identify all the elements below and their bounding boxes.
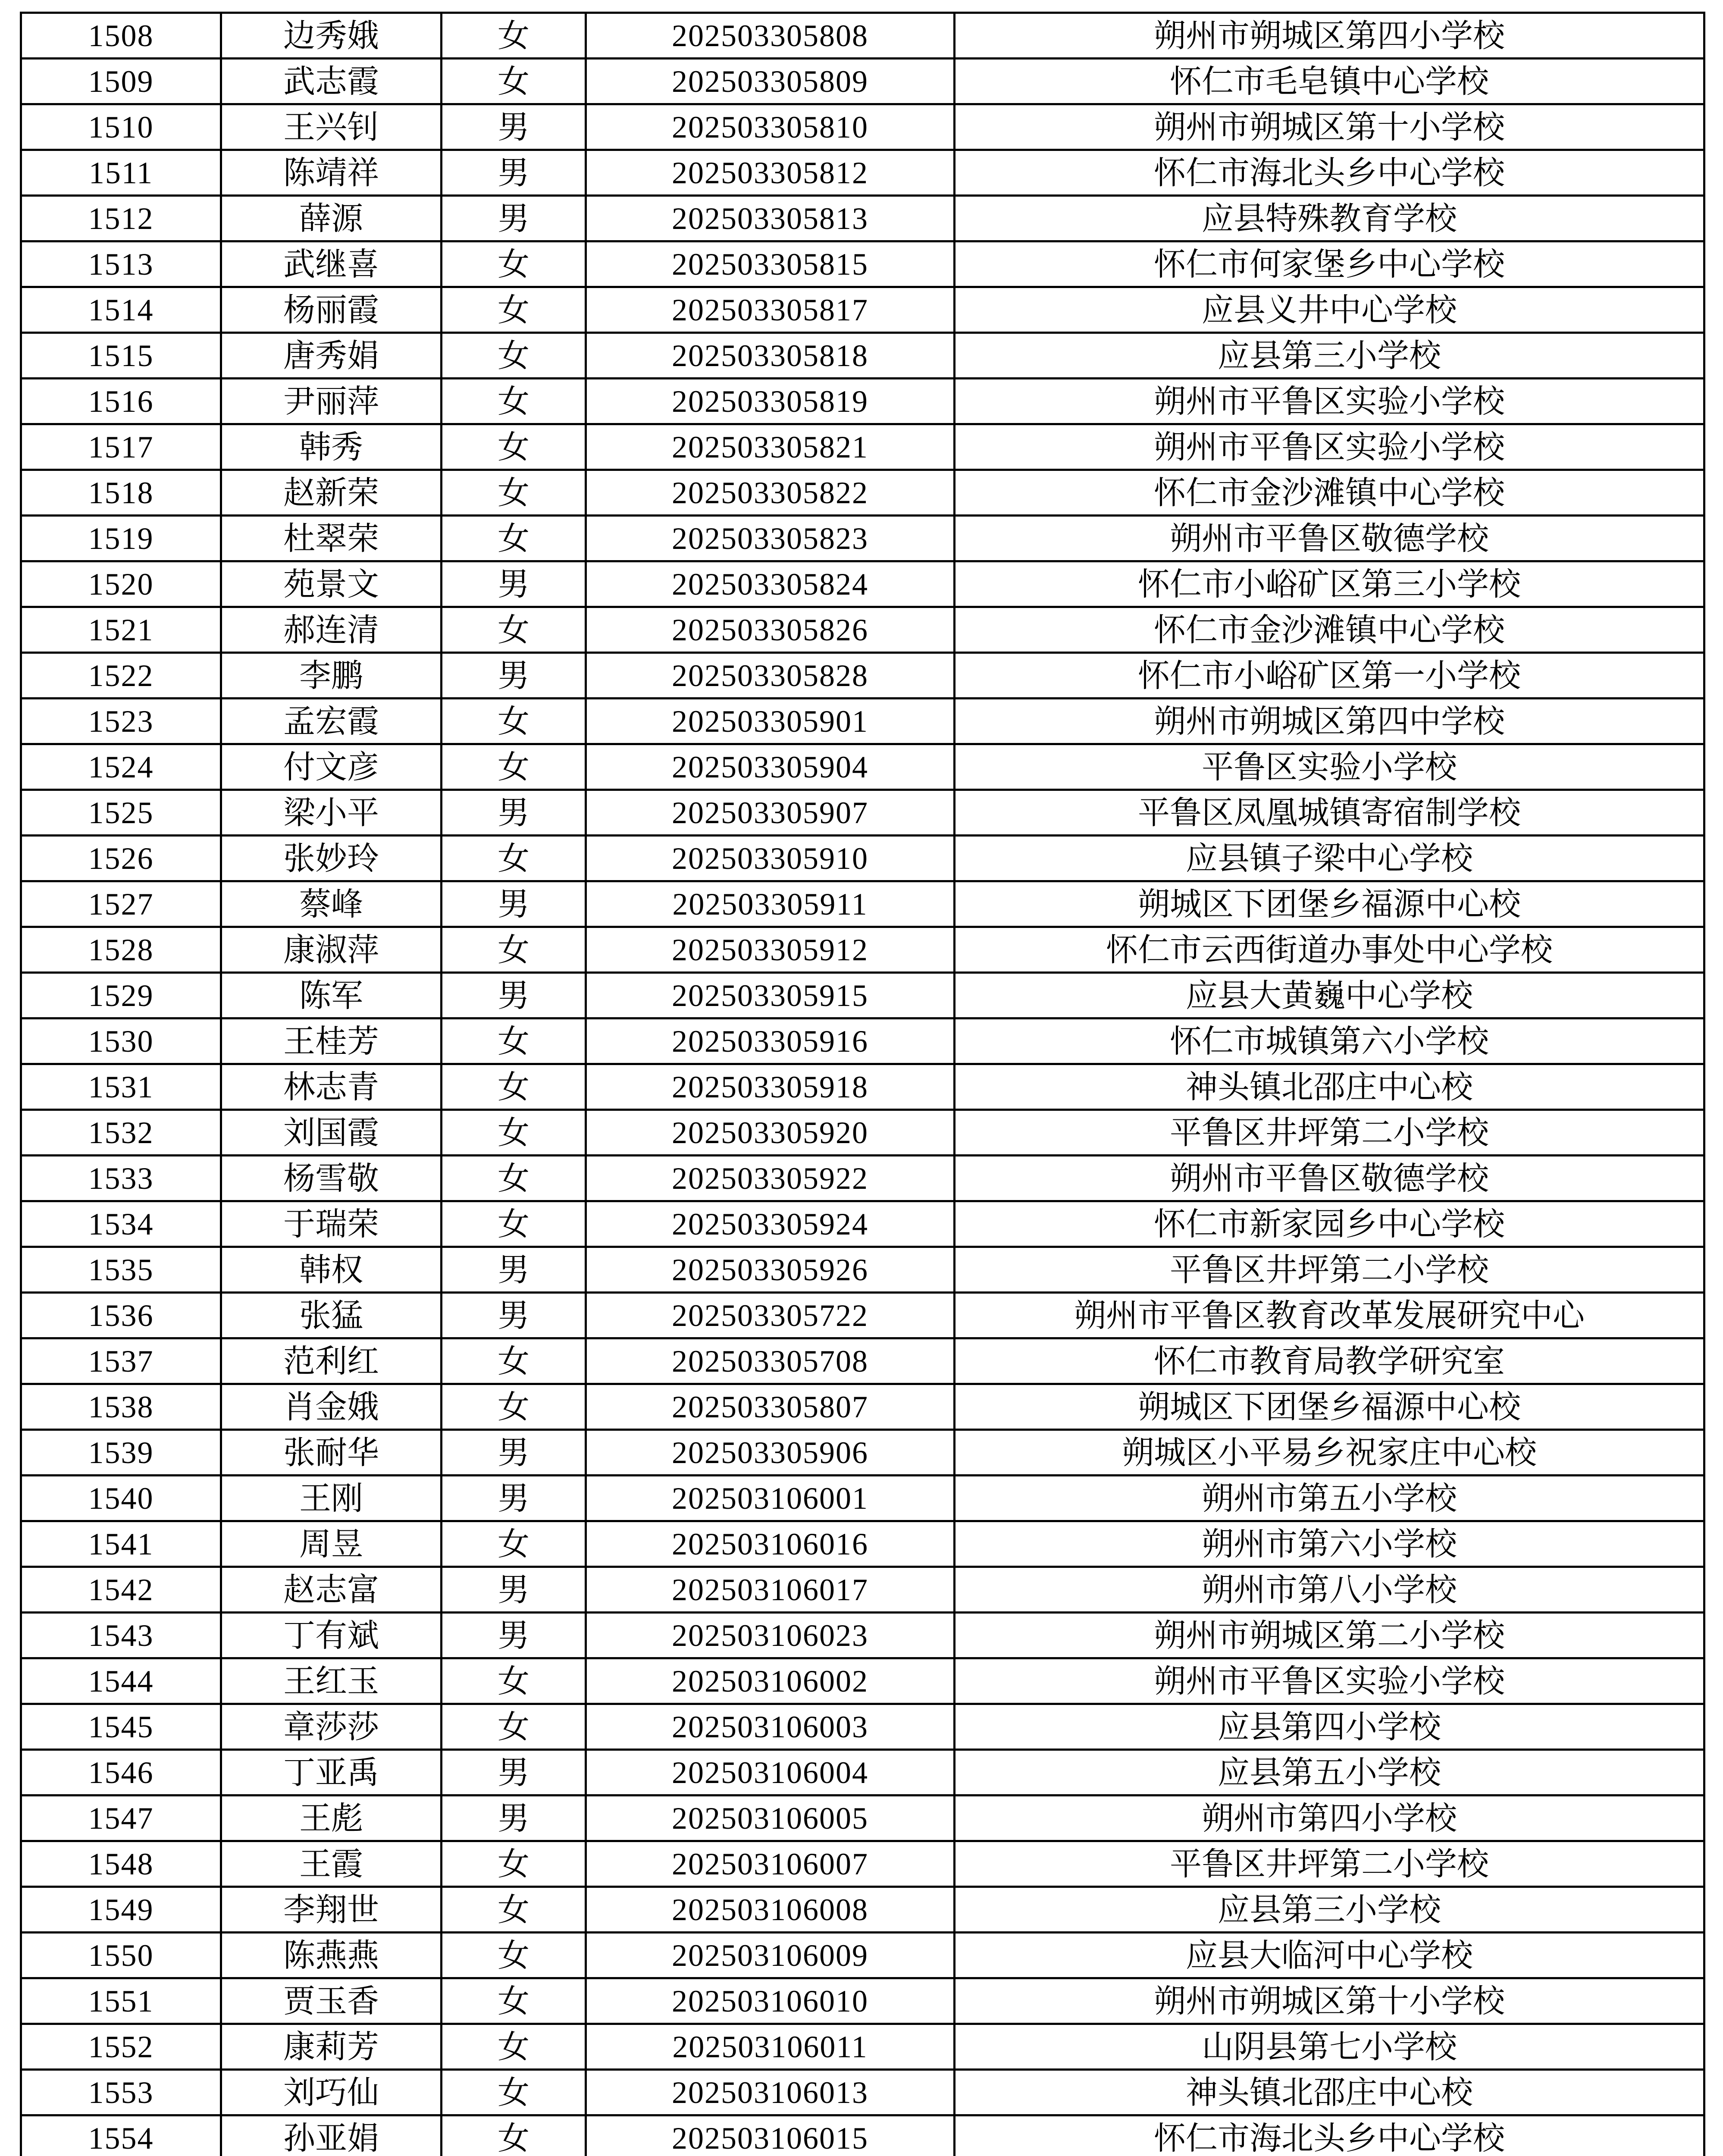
name-cell: 贾玉香 xyxy=(221,1978,442,2024)
name-cell: 杨雪敬 xyxy=(221,1156,442,1201)
school-cell: 朔州市平鲁区实验小学校 xyxy=(955,379,1704,424)
school-cell: 怀仁市云西街道办事处中心学校 xyxy=(955,927,1704,973)
candidate-id-cell: 202503305906 xyxy=(586,1430,955,1476)
school-cell: 应县第四小学校 xyxy=(955,1704,1704,1750)
row-number-cell: 1542 xyxy=(21,1567,221,1613)
row-number-cell: 1523 xyxy=(21,699,221,744)
row-number-cell: 1516 xyxy=(21,379,221,424)
candidate-id-cell: 202503305824 xyxy=(586,561,955,607)
row-number-cell: 1537 xyxy=(21,1338,221,1384)
row-number-cell: 1545 xyxy=(21,1704,221,1750)
row-number-cell: 1548 xyxy=(21,1841,221,1887)
candidate-id-cell: 202503305922 xyxy=(586,1156,955,1201)
gender-cell: 男 xyxy=(442,1293,586,1338)
gender-cell: 男 xyxy=(442,1247,586,1293)
table-row xyxy=(21,241,1704,287)
table-row xyxy=(21,150,1704,196)
row-number-cell: 1553 xyxy=(21,2070,221,2115)
school-cell: 应县义井中心学校 xyxy=(955,287,1704,333)
table-row xyxy=(21,333,1704,379)
name-cell: 章莎莎 xyxy=(221,1704,442,1750)
candidate-id-cell: 202503305823 xyxy=(586,516,955,561)
gender-cell: 男 xyxy=(442,653,586,699)
name-cell: 丁有斌 xyxy=(221,1613,442,1658)
name-cell: 刘国霞 xyxy=(221,1110,442,1156)
row-number-cell: 1554 xyxy=(21,2115,221,2156)
gender-cell: 男 xyxy=(442,790,586,836)
gender-cell: 女 xyxy=(442,1521,586,1567)
table-row xyxy=(21,516,1704,561)
gender-cell: 男 xyxy=(442,150,586,196)
school-cell: 朔州市第八小学校 xyxy=(955,1567,1704,1613)
table-row xyxy=(21,2115,1704,2156)
row-number-cell: 1533 xyxy=(21,1156,221,1201)
row-number-cell: 1514 xyxy=(21,287,221,333)
name-cell: 陈靖祥 xyxy=(221,150,442,196)
gender-cell: 女 xyxy=(442,516,586,561)
gender-cell: 女 xyxy=(442,836,586,881)
name-cell: 郝连清 xyxy=(221,607,442,653)
name-cell: 陈军 xyxy=(221,973,442,1018)
table-row xyxy=(21,1064,1704,1110)
row-number-cell: 1512 xyxy=(21,196,221,241)
candidate-id-cell: 202503305915 xyxy=(586,973,955,1018)
row-number-cell: 1518 xyxy=(21,470,221,516)
table-row xyxy=(21,1841,1704,1887)
table-row xyxy=(21,1704,1704,1750)
gender-cell: 男 xyxy=(442,104,586,150)
school-cell: 朔州市平鲁区实验小学校 xyxy=(955,424,1704,470)
table-row xyxy=(21,1018,1704,1064)
name-cell: 林志青 xyxy=(221,1064,442,1110)
table-row xyxy=(21,470,1704,516)
candidate-id-cell: 202503106001 xyxy=(586,1476,955,1521)
name-cell: 王彪 xyxy=(221,1796,442,1841)
candidate-id-cell: 202503305912 xyxy=(586,927,955,973)
name-cell: 丁亚禹 xyxy=(221,1750,442,1796)
gender-cell: 女 xyxy=(442,699,586,744)
name-cell: 边秀娥 xyxy=(221,13,442,59)
row-number-cell: 1534 xyxy=(21,1201,221,1247)
candidate-id-cell: 202503106010 xyxy=(586,1978,955,2024)
table-row xyxy=(21,744,1704,790)
name-cell: 赵志富 xyxy=(221,1567,442,1613)
table-row xyxy=(21,653,1704,699)
school-cell: 应县第五小学校 xyxy=(955,1750,1704,1796)
name-cell: 武继喜 xyxy=(221,241,442,287)
table-row xyxy=(21,1293,1704,1338)
row-number-cell: 1540 xyxy=(21,1476,221,1521)
row-number-cell: 1521 xyxy=(21,607,221,653)
school-cell: 朔州市朔城区第四小学校 xyxy=(955,13,1704,59)
school-cell: 怀仁市小峪矿区第三小学校 xyxy=(955,561,1704,607)
name-cell: 王霞 xyxy=(221,1841,442,1887)
candidate-id-cell: 202503106016 xyxy=(586,1521,955,1567)
school-cell: 怀仁市何家堡乡中心学校 xyxy=(955,241,1704,287)
school-cell: 朔州市朔城区第十小学校 xyxy=(955,104,1704,150)
candidate-id-cell: 202503305826 xyxy=(586,607,955,653)
name-cell: 杜翠荣 xyxy=(221,516,442,561)
candidate-id-cell: 202503305910 xyxy=(586,836,955,881)
table-row xyxy=(21,561,1704,607)
table-row xyxy=(21,424,1704,470)
school-cell: 朔城区下团堡乡福源中心校 xyxy=(955,881,1704,927)
name-cell: 赵新荣 xyxy=(221,470,442,516)
candidate-id-cell: 202503106005 xyxy=(586,1796,955,1841)
candidate-id-cell: 202503106013 xyxy=(586,2070,955,2115)
row-number-cell: 1529 xyxy=(21,973,221,1018)
gender-cell: 女 xyxy=(442,379,586,424)
row-number-cell: 1525 xyxy=(21,790,221,836)
candidate-id-cell: 202503106008 xyxy=(586,1887,955,1933)
school-cell: 平鲁区井坪第二小学校 xyxy=(955,1110,1704,1156)
name-cell: 付文彦 xyxy=(221,744,442,790)
table-row xyxy=(21,2070,1704,2115)
roster-table-body xyxy=(21,13,1704,2156)
table-row xyxy=(21,1247,1704,1293)
table-row xyxy=(21,379,1704,424)
table-row xyxy=(21,1613,1704,1658)
candidate-id-cell: 202503305819 xyxy=(586,379,955,424)
name-cell: 唐秀娟 xyxy=(221,333,442,379)
gender-cell: 女 xyxy=(442,1156,586,1201)
row-number-cell: 1527 xyxy=(21,881,221,927)
candidate-id-cell: 202503305828 xyxy=(586,653,955,699)
gender-cell: 女 xyxy=(442,470,586,516)
gender-cell: 男 xyxy=(442,973,586,1018)
school-cell: 朔州市平鲁区敬德学校 xyxy=(955,516,1704,561)
school-cell: 怀仁市新家园乡中心学校 xyxy=(955,1201,1704,1247)
name-cell: 孟宏霞 xyxy=(221,699,442,744)
row-number-cell: 1508 xyxy=(21,13,221,59)
table-row xyxy=(21,699,1704,744)
row-number-cell: 1543 xyxy=(21,1613,221,1658)
candidate-id-cell: 202503305809 xyxy=(586,59,955,104)
row-number-cell: 1552 xyxy=(21,2024,221,2070)
row-number-cell: 1509 xyxy=(21,59,221,104)
school-cell: 怀仁市小峪矿区第一小学校 xyxy=(955,653,1704,699)
name-cell: 周昱 xyxy=(221,1521,442,1567)
table-row xyxy=(21,1567,1704,1613)
candidate-id-cell: 202503305813 xyxy=(586,196,955,241)
table-row xyxy=(21,59,1704,104)
table-row xyxy=(21,1476,1704,1521)
table-row xyxy=(21,973,1704,1018)
row-number-cell: 1546 xyxy=(21,1750,221,1796)
name-cell: 陈燕燕 xyxy=(221,1933,442,1978)
row-number-cell: 1526 xyxy=(21,836,221,881)
school-cell: 怀仁市毛皂镇中心学校 xyxy=(955,59,1704,104)
name-cell: 康淑萍 xyxy=(221,927,442,973)
gender-cell: 女 xyxy=(442,241,586,287)
row-number-cell: 1547 xyxy=(21,1796,221,1841)
table-row xyxy=(21,2024,1704,2070)
candidate-id-cell: 202503106017 xyxy=(586,1567,955,1613)
candidate-id-cell: 202503305708 xyxy=(586,1338,955,1384)
row-number-cell: 1513 xyxy=(21,241,221,287)
gender-cell: 女 xyxy=(442,1887,586,1933)
table-row xyxy=(21,881,1704,927)
gender-cell: 女 xyxy=(442,607,586,653)
name-cell: 张猛 xyxy=(221,1293,442,1338)
name-cell: 李鹏 xyxy=(221,653,442,699)
row-number-cell: 1536 xyxy=(21,1293,221,1338)
gender-cell: 女 xyxy=(442,2070,586,2115)
school-cell: 朔州市平鲁区实验小学校 xyxy=(955,1658,1704,1704)
school-cell: 应县镇子梁中心学校 xyxy=(955,836,1704,881)
school-cell: 怀仁市海北头乡中心学校 xyxy=(955,2115,1704,2156)
school-cell: 应县第三小学校 xyxy=(955,1887,1704,1933)
school-cell: 朔州市平鲁区敬德学校 xyxy=(955,1156,1704,1201)
table-row xyxy=(21,1430,1704,1476)
candidate-id-cell: 202503305807 xyxy=(586,1384,955,1430)
table-row xyxy=(21,836,1704,881)
candidate-id-cell: 202503305918 xyxy=(586,1064,955,1110)
table-row xyxy=(21,607,1704,653)
school-cell: 平鲁区凤凰城镇寄宿制学校 xyxy=(955,790,1704,836)
gender-cell: 女 xyxy=(442,2115,586,2156)
row-number-cell: 1532 xyxy=(21,1110,221,1156)
candidate-id-cell: 202503106007 xyxy=(586,1841,955,1887)
table-row xyxy=(21,104,1704,150)
candidate-id-cell: 202503305901 xyxy=(586,699,955,744)
table-row xyxy=(21,1201,1704,1247)
candidate-id-cell: 202503305924 xyxy=(586,1201,955,1247)
gender-cell: 男 xyxy=(442,1613,586,1658)
school-cell: 平鲁区井坪第二小学校 xyxy=(955,1247,1704,1293)
row-number-cell: 1511 xyxy=(21,150,221,196)
gender-cell: 女 xyxy=(442,333,586,379)
gender-cell: 男 xyxy=(442,881,586,927)
gender-cell: 女 xyxy=(442,1201,586,1247)
roster-table xyxy=(20,12,1705,2156)
gender-cell: 女 xyxy=(442,1064,586,1110)
table-row xyxy=(21,1887,1704,1933)
candidate-id-cell: 202503106009 xyxy=(586,1933,955,1978)
row-number-cell: 1528 xyxy=(21,927,221,973)
gender-cell: 女 xyxy=(442,1110,586,1156)
name-cell: 王红玉 xyxy=(221,1658,442,1704)
school-cell: 怀仁市教育局教学研究室 xyxy=(955,1338,1704,1384)
name-cell: 范利红 xyxy=(221,1338,442,1384)
school-cell: 朔州市第六小学校 xyxy=(955,1521,1704,1567)
gender-cell: 女 xyxy=(442,59,586,104)
row-number-cell: 1535 xyxy=(21,1247,221,1293)
gender-cell: 男 xyxy=(442,1567,586,1613)
gender-cell: 女 xyxy=(442,287,586,333)
name-cell: 张耐华 xyxy=(221,1430,442,1476)
row-number-cell: 1541 xyxy=(21,1521,221,1567)
school-cell: 怀仁市金沙滩镇中心学校 xyxy=(955,607,1704,653)
school-cell: 应县大黄巍中心学校 xyxy=(955,973,1704,1018)
school-cell: 神头镇北邵庄中心校 xyxy=(955,2070,1704,2115)
row-number-cell: 1551 xyxy=(21,1978,221,2024)
gender-cell: 女 xyxy=(442,1018,586,1064)
name-cell: 王刚 xyxy=(221,1476,442,1521)
name-cell: 孙亚娟 xyxy=(221,2115,442,2156)
name-cell: 苑景文 xyxy=(221,561,442,607)
school-cell: 应县大临河中心学校 xyxy=(955,1933,1704,1978)
table-row xyxy=(21,1384,1704,1430)
gender-cell: 女 xyxy=(442,1841,586,1887)
table-row xyxy=(21,1933,1704,1978)
gender-cell: 男 xyxy=(442,1750,586,1796)
school-cell: 朔城区下团堡乡福源中心校 xyxy=(955,1384,1704,1430)
candidate-id-cell: 202503305822 xyxy=(586,470,955,516)
candidate-id-cell: 202503305812 xyxy=(586,150,955,196)
candidate-id-cell: 202503106011 xyxy=(586,2024,955,2070)
candidate-id-cell: 202503106004 xyxy=(586,1750,955,1796)
gender-cell: 女 xyxy=(442,1704,586,1750)
gender-cell: 男 xyxy=(442,1476,586,1521)
name-cell: 杨丽霞 xyxy=(221,287,442,333)
candidate-id-cell: 202503305722 xyxy=(586,1293,955,1338)
school-cell: 平鲁区井坪第二小学校 xyxy=(955,1841,1704,1887)
candidate-id-cell: 202503106015 xyxy=(586,2115,955,2156)
gender-cell: 女 xyxy=(442,927,586,973)
name-cell: 韩秀 xyxy=(221,424,442,470)
gender-cell: 女 xyxy=(442,1658,586,1704)
school-cell: 朔州市朔城区第二小学校 xyxy=(955,1613,1704,1658)
candidate-id-cell: 202503305916 xyxy=(586,1018,955,1064)
table-row xyxy=(21,13,1704,59)
candidate-id-cell: 202503305821 xyxy=(586,424,955,470)
table-row xyxy=(21,790,1704,836)
candidate-id-cell: 202503305808 xyxy=(586,13,955,59)
candidate-id-cell: 202503305920 xyxy=(586,1110,955,1156)
gender-cell: 男 xyxy=(442,561,586,607)
name-cell: 蔡峰 xyxy=(221,881,442,927)
table-row xyxy=(21,287,1704,333)
row-number-cell: 1524 xyxy=(21,744,221,790)
candidate-id-cell: 202503305818 xyxy=(586,333,955,379)
row-number-cell: 1544 xyxy=(21,1658,221,1704)
gender-cell: 男 xyxy=(442,1430,586,1476)
gender-cell: 女 xyxy=(442,1933,586,1978)
school-cell: 朔州市第四小学校 xyxy=(955,1796,1704,1841)
name-cell: 康莉芳 xyxy=(221,2024,442,2070)
table-row xyxy=(21,1110,1704,1156)
candidate-id-cell: 202503106023 xyxy=(586,1613,955,1658)
gender-cell: 男 xyxy=(442,1796,586,1841)
school-cell: 朔州市第五小学校 xyxy=(955,1476,1704,1521)
row-number-cell: 1522 xyxy=(21,653,221,699)
school-cell: 山阴县第七小学校 xyxy=(955,2024,1704,2070)
name-cell: 薛源 xyxy=(221,196,442,241)
row-number-cell: 1539 xyxy=(21,1430,221,1476)
candidate-id-cell: 202503106003 xyxy=(586,1704,955,1750)
gender-cell: 女 xyxy=(442,1384,586,1430)
row-number-cell: 1538 xyxy=(21,1384,221,1430)
name-cell: 尹丽萍 xyxy=(221,379,442,424)
name-cell: 武志霞 xyxy=(221,59,442,104)
name-cell: 梁小平 xyxy=(221,790,442,836)
name-cell: 肖金娥 xyxy=(221,1384,442,1430)
row-number-cell: 1510 xyxy=(21,104,221,150)
school-cell: 应县特殊教育学校 xyxy=(955,196,1704,241)
candidate-id-cell: 202503305904 xyxy=(586,744,955,790)
name-cell: 王桂芳 xyxy=(221,1018,442,1064)
gender-cell: 女 xyxy=(442,2024,586,2070)
row-number-cell: 1520 xyxy=(21,561,221,607)
gender-cell: 女 xyxy=(442,744,586,790)
name-cell: 于瑞荣 xyxy=(221,1201,442,1247)
gender-cell: 女 xyxy=(442,424,586,470)
table-row xyxy=(21,196,1704,241)
gender-cell: 女 xyxy=(442,13,586,59)
row-number-cell: 1550 xyxy=(21,1933,221,1978)
school-cell: 神头镇北邵庄中心校 xyxy=(955,1064,1704,1110)
table-row xyxy=(21,1750,1704,1796)
table-row xyxy=(21,1521,1704,1567)
gender-cell: 女 xyxy=(442,1338,586,1384)
gender-cell: 男 xyxy=(442,196,586,241)
row-number-cell: 1549 xyxy=(21,1887,221,1933)
candidate-id-cell: 202503305911 xyxy=(586,881,955,927)
school-cell: 朔城区小平易乡祝家庄中心校 xyxy=(955,1430,1704,1476)
candidate-id-cell: 202503305817 xyxy=(586,287,955,333)
school-cell: 朔州市平鲁区教育改革发展研究中心 xyxy=(955,1293,1704,1338)
school-cell: 应县第三小学校 xyxy=(955,333,1704,379)
row-number-cell: 1517 xyxy=(21,424,221,470)
table-row xyxy=(21,1156,1704,1201)
school-cell: 怀仁市金沙滩镇中心学校 xyxy=(955,470,1704,516)
row-number-cell: 1530 xyxy=(21,1018,221,1064)
candidate-id-cell: 202503305926 xyxy=(586,1247,955,1293)
row-number-cell: 1515 xyxy=(21,333,221,379)
candidate-id-cell: 202503106002 xyxy=(586,1658,955,1704)
name-cell: 韩权 xyxy=(221,1247,442,1293)
school-cell: 朔州市朔城区第四中学校 xyxy=(955,699,1704,744)
row-number-cell: 1519 xyxy=(21,516,221,561)
table-row xyxy=(21,927,1704,973)
school-cell: 怀仁市海北头乡中心学校 xyxy=(955,150,1704,196)
table-row xyxy=(21,1978,1704,2024)
candidate-id-cell: 202503305815 xyxy=(586,241,955,287)
candidate-id-cell: 202503305810 xyxy=(586,104,955,150)
table-row xyxy=(21,1796,1704,1841)
name-cell: 刘巧仙 xyxy=(221,2070,442,2115)
row-number-cell: 1531 xyxy=(21,1064,221,1110)
name-cell: 李翔世 xyxy=(221,1887,442,1933)
name-cell: 张妙玲 xyxy=(221,836,442,881)
candidate-id-cell: 202503305907 xyxy=(586,790,955,836)
gender-cell: 女 xyxy=(442,1978,586,2024)
table-row xyxy=(21,1658,1704,1704)
school-cell: 怀仁市城镇第六小学校 xyxy=(955,1018,1704,1064)
table-row xyxy=(21,1338,1704,1384)
school-cell: 平鲁区实验小学校 xyxy=(955,744,1704,790)
school-cell: 朔州市朔城区第十小学校 xyxy=(955,1978,1704,2024)
name-cell: 王兴钊 xyxy=(221,104,442,150)
